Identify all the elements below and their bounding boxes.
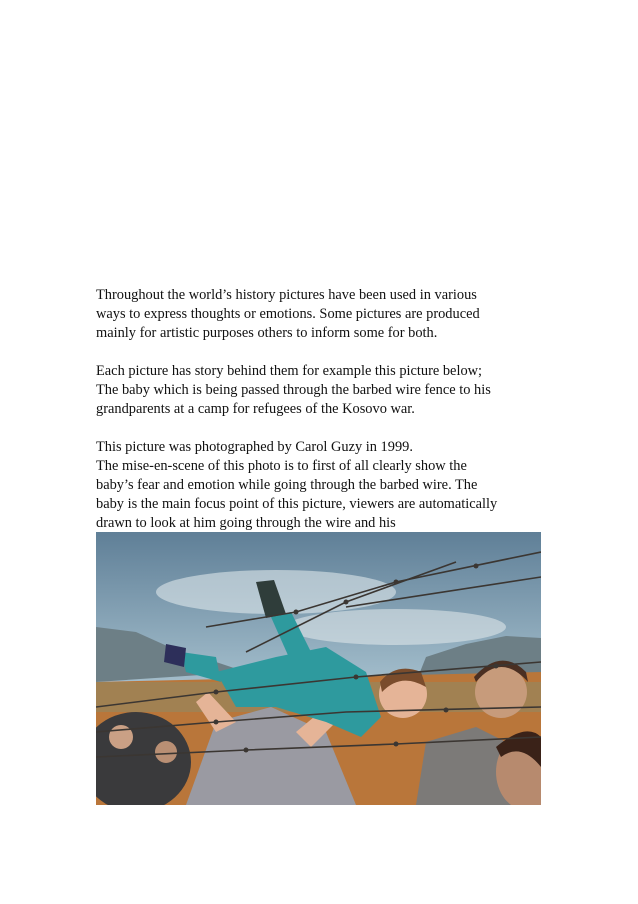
- text-line: Throughout the world’s history pictures have been used in various: [96, 287, 477, 303]
- body-text: [96, 286, 556, 552]
- text-line: drawn to look at him going through the wire and his: [96, 515, 396, 531]
- paragraph-story: [96, 362, 556, 419]
- text-line: The mise-en-scene of this photo is to first of all clearly show the: [96, 458, 467, 474]
- text-line: baby is the main focus point of this picture, viewers are automatically: [96, 496, 498, 512]
- text-line: This picture was photographed by Carol Guzy in 1999.: [96, 439, 413, 455]
- cloud: [286, 609, 506, 645]
- face: [155, 741, 177, 763]
- text-line: baby’s fear and emotion while going through the barbed wire. The: [96, 477, 478, 493]
- text-line: Each picture has story behind them for example this picture below;: [96, 363, 483, 379]
- text-line: mainly for artistic purposes others to inform some for both.: [96, 325, 438, 341]
- text-line: The baby which is being passed through the barbed wire fence to his: [96, 382, 491, 398]
- baby-passed-through-barbed-wire-photo: [96, 532, 541, 805]
- text-line: grandparents at a camp for refugees of the Kosovo war.: [96, 401, 415, 417]
- text-line: ways to express thoughts or emotions. Some pictures are produced: [96, 306, 480, 322]
- paragraph-intro: [96, 286, 556, 343]
